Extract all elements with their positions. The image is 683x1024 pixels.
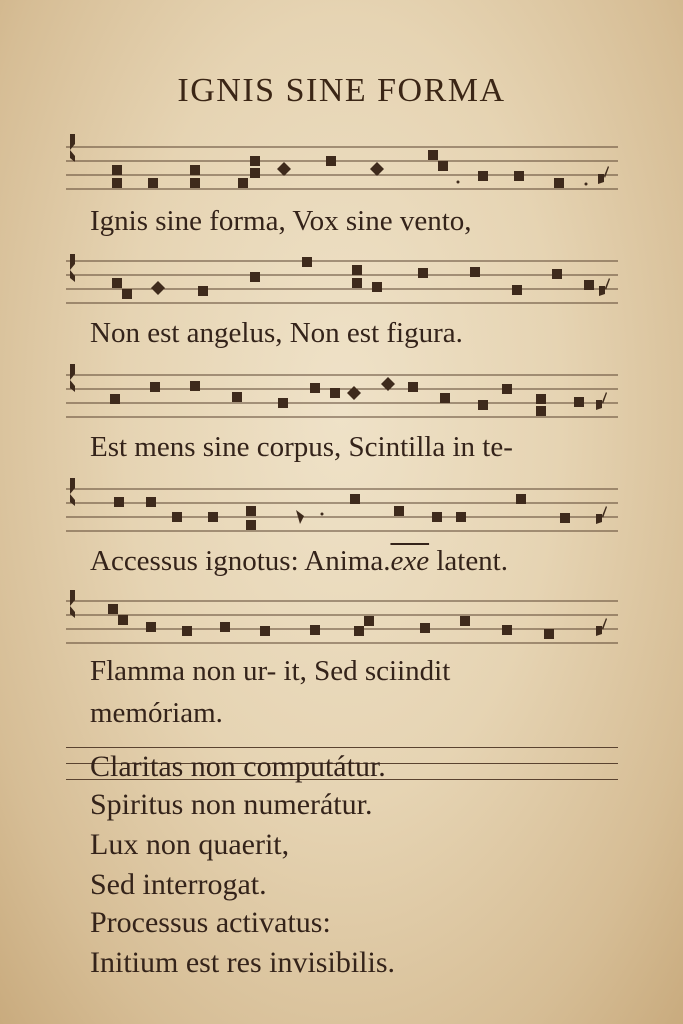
lyric-line-1: Ignis sine forma, Vox sine vento, (90, 205, 472, 237)
staff-4-svg (66, 476, 622, 540)
chant-clef-icon (70, 478, 75, 506)
chant-clef-icon (70, 590, 75, 618)
chant-clef-icon (70, 364, 75, 392)
staff-6-line-1 (66, 747, 618, 748)
lyric-line-4 (90, 544, 650, 578)
staff-2 (66, 248, 622, 312)
staff-3 (66, 362, 622, 426)
chant-clef-icon (70, 134, 75, 162)
verse-line-4: Sed interrogat. (90, 868, 267, 901)
lyric-line-5: Flamma non ur- it, Sed sciindit (90, 655, 451, 687)
staff-5 (66, 588, 622, 652)
chant-clef-icon (70, 254, 75, 282)
staff-4 (66, 476, 622, 540)
custos-icon (596, 506, 607, 524)
verse-line-2: Spiritus non numerátur. (90, 788, 373, 821)
staff-1 (66, 134, 622, 198)
lyric-line-4-text: Accessus ignotus: Anima. (90, 545, 391, 577)
staff-5-svg (66, 588, 622, 652)
verse-line-3: Lux non quaerit, (90, 828, 290, 861)
page-title: IGNIS SINE FORMA (177, 72, 506, 109)
lyric-line-2: Non est angelus, Non est figura. (90, 317, 463, 349)
staff-3-svg (66, 362, 622, 426)
lyric-line-4-abbrev: $\overline{exe}$ (390, 545, 430, 577)
staff-1-svg (66, 134, 622, 198)
lyric-line-4-end: latent. (429, 545, 508, 577)
verse-line-6: Initium est res invisibilis. (90, 946, 395, 979)
custos-icon (599, 278, 610, 296)
verse-line-5: Processus activatus: (90, 906, 331, 939)
custos-icon (596, 392, 607, 410)
lyric-line-3: Est mens sine corpus, Scintilla in te- (90, 431, 513, 463)
lyric-line-6: memóriam. (90, 697, 223, 729)
custos-icon (596, 618, 607, 636)
verse-line-1: Claritas non computátur. (90, 750, 386, 783)
staff-2-svg (66, 248, 622, 312)
